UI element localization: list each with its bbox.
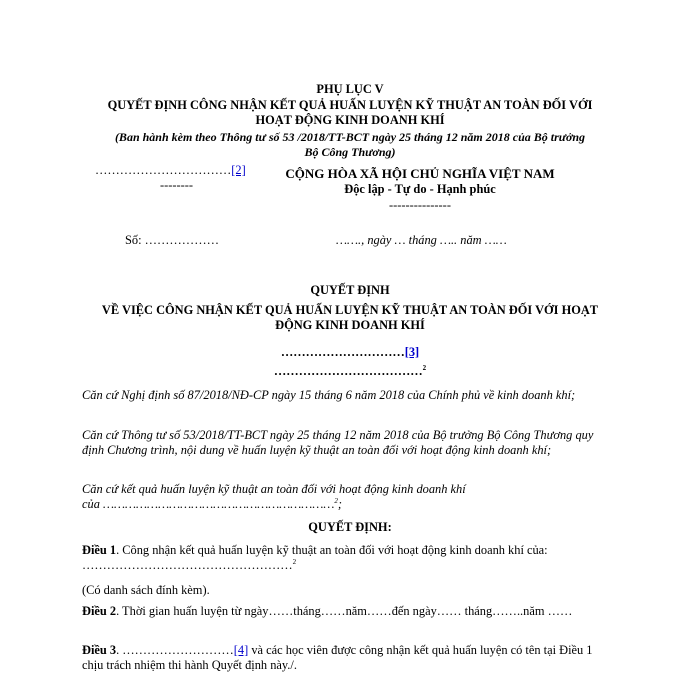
- article-1: [82, 543, 612, 573]
- decision-subject-line2: ĐỘNG KINH DOANH KHÍ: [275, 318, 425, 332]
- article-2-text: . Thời gian huấn luyện từ ngày……tháng……năm……đến ngày…… tháng……..năm ……: [116, 604, 573, 618]
- article-1-text: . Công nhận kết quả huấn luyện kỹ thuật an toàn đối với hoạt động kinh doanh khí của:: [116, 543, 548, 557]
- article-3: [82, 643, 612, 673]
- appendix-subtitle-line1: QUYẾT ĐỊNH CÔNG NHẬN KẾT QUẢ HUẤN LUYỆN KỸ THUẬT AN TOÀN ĐỐI VỚI: [107, 98, 593, 112]
- basis-results-end: ;: [337, 497, 342, 511]
- signer-dots: …………………………: [280, 345, 405, 359]
- agency-dots: ……………………………: [95, 163, 232, 177]
- article-3-label: Điều 3: [82, 643, 117, 657]
- document-number: Số: ………………: [125, 233, 219, 247]
- document-date: ……., ngày … tháng ….. năm ……: [336, 233, 507, 247]
- article-1-label: Điều 1: [82, 543, 117, 557]
- footnote-mark: 2: [292, 557, 297, 566]
- basis-results-line1: Căn cứ kết quả huấn luyện kỹ thuật an toàn đối với hoạt động kinh doanh khí: [82, 482, 466, 496]
- basis-results: [82, 482, 612, 512]
- article-2-label: Điều 2: [82, 604, 117, 618]
- article-2: [82, 604, 612, 619]
- agency-name: [95, 163, 246, 178]
- article-3-dots: . ………………………: [116, 643, 234, 657]
- national-motto-2: Độc lập - Tự do - Hạnh phúc: [344, 182, 496, 196]
- signer-authority: [0, 345, 700, 360]
- decision-subject-line1: VỀ VIỆC CÔNG NHẬN KẾT QUẢ HUẤN LUYỆN KỸ THUẬT AN TOÀN ĐỐI VỚI HOẠT: [101, 303, 599, 317]
- article-1-dots: ……………………………………………: [82, 558, 293, 572]
- national-motto-1: CỘNG HÒA XÃ HỘI CHỦ NGHĨA VIỆT NAM: [285, 166, 555, 181]
- basis-circular: Căn cứ Thông tư số 53/2018/TT-BCT ngày 25 tháng 12 năm 2018 của Bộ trưởng Bộ Công Thương quy định Chương trình, nội dung về huấn luyện kỹ thuật an toàn đối với hoạt động kinh doanh khí;: [82, 428, 594, 457]
- motto-separator: ---------------: [389, 198, 451, 212]
- decision-title: QUYẾT ĐỊNH: [310, 283, 390, 297]
- article-1-note: (Có danh sách đính kèm).: [82, 583, 210, 597]
- issued-note-line2: Bộ Công Thương): [304, 145, 396, 159]
- basis-decree: Căn cứ Nghị định số 87/2018/NĐ-CP ngày 15 tháng 6 năm 2018 của Chính phủ về kinh doanh khí;: [82, 388, 576, 402]
- footnote-mark: 2: [334, 496, 338, 505]
- issued-note-line1: (Ban hành kèm theo Thông tư số 53 /2018/TT-BCT ngày 25 tháng 12 năm 2018 của Bộ trưởng: [114, 130, 586, 144]
- footnote-link-2[interactable]: [2]: [231, 163, 246, 177]
- footnote-link-4[interactable]: [4]: [233, 643, 249, 657]
- appendix-title: PHỤ LỤC V: [316, 82, 384, 96]
- appendix-subtitle-line2: HOẠT ĐỘNG KINH DOANH KHÍ: [255, 113, 445, 127]
- footnote-link-3[interactable]: [3]: [404, 345, 420, 359]
- article-3-text: và các học viên được công nhận kết quả huấn luyện có tên tại Điều 1 chịu trách nhiệm thi hành Quyết định này./.: [82, 643, 593, 672]
- signer-authority-2: [0, 364, 700, 379]
- signer-dots-2: ………………………………: [273, 364, 423, 378]
- footnote-mark: 2: [422, 363, 427, 372]
- agency-separator: --------: [160, 178, 194, 192]
- decides-heading: QUYẾT ĐỊNH:: [308, 520, 392, 534]
- basis-results-line2: của ………………………………………………………: [82, 497, 335, 511]
